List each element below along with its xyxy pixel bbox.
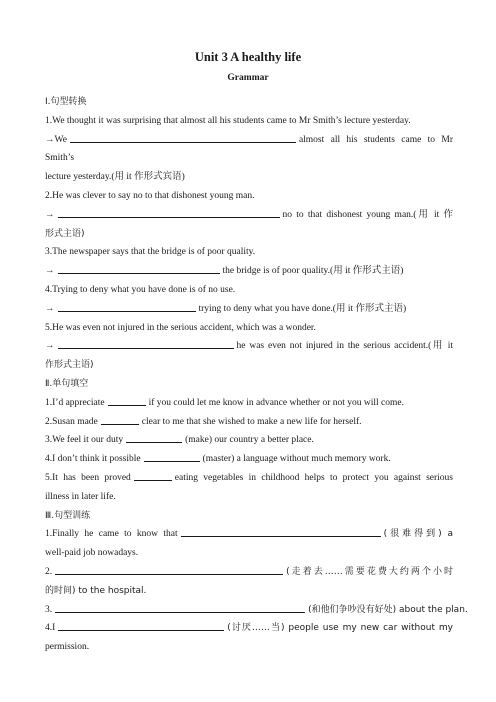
section2-heading: Ⅱ.单句填空 (45, 378, 89, 389)
s3-q2-blank[interactable] (55, 564, 283, 575)
s3-q4-prefix: 4.I (45, 623, 56, 634)
s2-q4-suffix: (master) a language without much memory work. (202, 454, 391, 465)
s2-q3-line (45, 431, 453, 450)
s2-q2-suffix: clear to me that she wished to make a new life for herself. (141, 416, 362, 427)
s1-q3-suffix: the bridge is of poor quality.(用 it 作形式主语) (222, 266, 404, 277)
s3-q2-line (45, 563, 453, 582)
s1-q5-suffix: he was even not injured in the serious accident.(用 it (236, 341, 453, 352)
s3-q1-cont: well-paid job nowadays. (45, 548, 139, 559)
s3-q4-suffix: (讨厌……当) people use my new car without my (227, 623, 453, 634)
s2-q4-prefix: 4.I don’t think it possible (45, 454, 141, 465)
s3-q2-suffix: (走着去……需要花费大约两个小时 (286, 566, 453, 577)
s3-q2-cont: 的时间) to the hospital. (45, 585, 147, 596)
s2-q5-cont: illness in later life. (45, 491, 116, 502)
s1-q3-answer-line (45, 262, 453, 281)
s1-q1-cont: lecture yesterday.(用 it 作形式宾语) (45, 172, 185, 183)
s1-q1-prefix: →We (45, 134, 67, 145)
s3-q1-blank[interactable] (181, 526, 381, 537)
s3-q1-suffix: (很难得到) a (383, 529, 453, 540)
s2-q2-line (45, 413, 453, 432)
s1-q2-prefix: → (45, 209, 55, 220)
s1-q2-suffix: no to that dishonest young man.(用 it 作 (282, 209, 453, 220)
s1-q5-prefix: → (45, 341, 55, 352)
page-subtitle: Grammar (227, 73, 269, 83)
s3-q4-line (45, 619, 453, 638)
s2-q2-blank[interactable] (101, 414, 139, 425)
s3-q2-prefix: 2. (45, 566, 53, 577)
s3-q3-prefix: 3. (45, 604, 53, 615)
s1-q5-cont: 作形式主语) (45, 360, 94, 371)
s3-q3-blank[interactable] (55, 602, 305, 613)
s1-q5-original: 5.He was even not injured in the serious accident, which was a wonder. (45, 322, 316, 333)
s1-q5-answer-line (45, 337, 453, 356)
s1-q4-prefix: → (45, 303, 55, 314)
s2-q1-prefix: 1.I’d appreciate (45, 397, 105, 408)
s1-q1-original: 1.We thought it was surprising that almost all his students came to Mr Smith’s lecture yesterday. (45, 115, 411, 126)
s2-q3-prefix: 3.We feel it our duty (45, 435, 124, 446)
s3-q1-line (45, 525, 453, 544)
s1-q2-answer-line (45, 206, 453, 225)
s2-q4-line (45, 450, 453, 469)
s1-q2-blank[interactable] (58, 207, 280, 218)
s3-q4-blank[interactable] (58, 620, 224, 631)
s1-q3-original: 3.The newspaper says that the bridge is of poor quality. (45, 247, 256, 258)
s2-q5-blank[interactable] (134, 470, 172, 481)
section3-heading: Ⅲ.句型训练 (45, 510, 91, 521)
s1-q4-suffix: trying to deny what you have done.(用 it 作形式主语) (198, 303, 407, 314)
s1-q4-answer-line (45, 300, 453, 319)
s1-q1-suffix: almost all his students came to Mr Smith’s (45, 134, 453, 164)
s1-q5-blank[interactable] (58, 338, 234, 349)
s1-q3-blank[interactable] (58, 263, 220, 274)
s1-q2-cont: 形式主语) (45, 228, 85, 239)
s1-q2-original: 2.He was clever to say no to that dishonest young man. (45, 190, 255, 201)
s2-q5-suffix: eating vegetables in childhood helps to protect you against serious (174, 472, 453, 483)
worksheet-content (45, 93, 468, 657)
s1-q4-blank[interactable] (58, 301, 196, 312)
s2-q5-line (45, 469, 453, 488)
s3-q3-suffix: (和他们争吵没有好处) about the plan. (308, 604, 468, 615)
s2-q1-line (45, 394, 453, 413)
s1-q4-original: 4.Trying to deny what you have done is of no use. (45, 284, 236, 295)
s2-q3-blank[interactable] (126, 432, 182, 443)
s2-q1-suffix: if you could let me know in advance whether or not you will come. (148, 397, 404, 408)
section1-heading: Ⅰ.句型转换 (45, 97, 87, 107)
s1-q3-prefix: → (45, 266, 55, 277)
s1-q1-answer-line (45, 131, 453, 169)
s2-q4-blank[interactable] (144, 451, 200, 462)
s2-q2-prefix: 2.Susan made (45, 416, 98, 427)
s1-q1-blank[interactable] (70, 132, 296, 143)
s2-q3-suffix: (make) our country a better place. (185, 435, 314, 446)
s2-q1-blank[interactable] (108, 395, 146, 406)
s3-q4-cont: permission. (45, 642, 90, 653)
s3-q3-line (45, 601, 468, 620)
s2-q5-prefix: 5.It has been proved (45, 472, 131, 483)
page-title: Unit 3 A healthy life (194, 50, 302, 64)
s3-q1-prefix: 1.Finally he came to know that (45, 529, 178, 540)
